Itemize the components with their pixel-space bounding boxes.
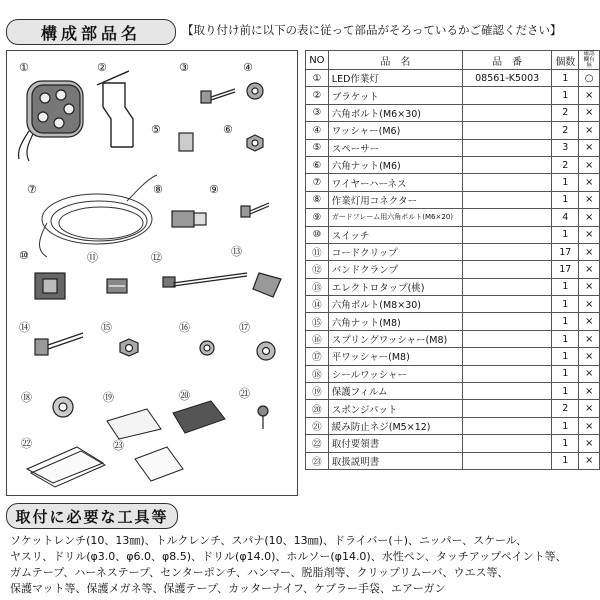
- row-name: 取扱説明書: [328, 452, 462, 469]
- table-row: [306, 417, 600, 434]
- row-qty: 1: [552, 174, 579, 191]
- row-check: ×: [579, 243, 600, 260]
- row-no: ⑪: [306, 243, 329, 260]
- table-row: [306, 174, 600, 191]
- row-qty: 2: [552, 104, 579, 121]
- sponge-pad-drawing: [173, 401, 225, 433]
- row-part-no: [462, 104, 551, 121]
- part-label-3: ③: [179, 61, 189, 74]
- seal-washer-drawing: [53, 397, 73, 417]
- part-label-5: ⑤: [151, 123, 161, 136]
- row-name: ワッシャー(M6): [328, 122, 462, 139]
- row-check: ×: [579, 330, 600, 347]
- row-part-no: [462, 261, 551, 278]
- row-qty: 3: [552, 139, 579, 156]
- part-label-9: ⑨: [209, 183, 219, 196]
- row-part-no: [462, 139, 551, 156]
- part-label-10: ⑩: [19, 249, 29, 262]
- work-light-connector-drawing: [172, 211, 206, 227]
- row-part-no: [462, 122, 551, 139]
- row-name: 六角ナット(M6): [328, 156, 462, 173]
- tools-line: 保護マット等、保護メガネ等、保護テープ、カッターナイフ、ケブラー手袋、エアーガン: [10, 582, 446, 595]
- row-name: ガードフレーム用六角ボルト(M6×20): [328, 209, 462, 226]
- table-row: [306, 243, 600, 260]
- part-label-8: ⑧: [153, 183, 163, 196]
- user-manual-drawing: [135, 447, 183, 481]
- part-label-13: ⑬: [231, 245, 242, 258]
- row-part-no: [462, 417, 551, 434]
- row-name: 保護フィルム: [328, 383, 462, 400]
- spacer-drawing: [179, 133, 193, 151]
- part-label-17: ⑰: [239, 321, 250, 334]
- row-part-no: 08561-K5003: [462, 70, 551, 87]
- washer-m6-drawing: [247, 83, 263, 99]
- row-part-no: [462, 174, 551, 191]
- row-part-no: [462, 226, 551, 243]
- flat-washer-drawing: [257, 342, 275, 360]
- table-row: [306, 87, 600, 104]
- row-name: 作業灯用コネクター: [328, 191, 462, 208]
- row-no: ⑩: [306, 226, 329, 243]
- table-row: [306, 122, 600, 139]
- row-part-no: [462, 191, 551, 208]
- row-no: ⑧: [306, 191, 329, 208]
- table-row: [306, 365, 600, 382]
- row-name: ワイヤーハーネス: [328, 174, 462, 191]
- row-name: 平ワッシャー(M8): [328, 348, 462, 365]
- row-check: ○: [579, 70, 600, 87]
- row-qty: 2: [552, 400, 579, 417]
- row-part-no: [462, 348, 551, 365]
- row-name: コードクリップ: [328, 243, 462, 260]
- row-check: ×: [579, 348, 600, 365]
- notice-text: 【取り付け前に以下の表に従って部品がそろっているかご確認ください】: [182, 23, 562, 37]
- part-label-15: ⑮: [101, 321, 112, 334]
- row-check: ×: [579, 435, 600, 452]
- row-qty: 1: [552, 365, 579, 382]
- row-check: ×: [579, 87, 600, 104]
- row-check: ×: [579, 122, 600, 139]
- row-check: ×: [579, 139, 600, 156]
- row-no: ⑳: [306, 400, 329, 417]
- part-label-16: ⑯: [179, 321, 190, 334]
- row-qty: 4: [552, 209, 579, 226]
- row-qty: 1: [552, 330, 579, 347]
- row-part-no: [462, 243, 551, 260]
- row-qty: 1: [552, 70, 579, 87]
- row-check: ×: [579, 261, 600, 278]
- table-row: [306, 313, 600, 330]
- table-row: [306, 226, 600, 243]
- row-no: ㉑: [306, 417, 329, 434]
- row-qty: 2: [552, 156, 579, 173]
- row-qty: 17: [552, 261, 579, 278]
- install-guide-drawing: [27, 447, 105, 487]
- row-check: ×: [579, 452, 600, 469]
- part-label-4: ④: [243, 61, 253, 74]
- section-title-tools: 取付に必要な工具等: [6, 503, 178, 529]
- row-no: ⑮: [306, 313, 329, 330]
- row-part-no: [462, 400, 551, 417]
- electro-tap-drawing: [253, 273, 281, 297]
- table-row: [306, 330, 600, 347]
- row-name: 取付要領書: [328, 435, 462, 452]
- row-qty: 1: [552, 278, 579, 295]
- row-no: ⑭: [306, 296, 329, 313]
- row-check: ×: [579, 209, 600, 226]
- band-clamp-drawing: [163, 273, 247, 287]
- row-qty: 1: [552, 383, 579, 400]
- row-name: 六角ナット(M8): [328, 313, 462, 330]
- table-row: [306, 452, 600, 469]
- row-qty: 1: [552, 313, 579, 330]
- row-qty: 2: [552, 122, 579, 139]
- tools-line: ソケットレンチ(10、13㎜)、トルクレンチ、スパナ(10、13㎜)、ドライバー(＋)、ニッパー、スケール、: [10, 534, 528, 547]
- parts-table: [305, 50, 600, 470]
- part-label-19: ⑲: [103, 391, 114, 404]
- table-row: [306, 191, 600, 208]
- row-check: ×: [579, 383, 600, 400]
- row-qty: 1: [552, 452, 579, 469]
- row-qty: 1: [552, 348, 579, 365]
- table-row: [306, 104, 600, 121]
- row-check: ×: [579, 156, 600, 173]
- row-qty: 1: [552, 87, 579, 104]
- row-check: ×: [579, 174, 600, 191]
- row-part-no: [462, 435, 551, 452]
- table-row: [306, 278, 600, 295]
- row-qty: 1: [552, 296, 579, 313]
- hex-nut-m8-drawing: [120, 339, 138, 356]
- row-check: ×: [579, 104, 600, 121]
- table-row: [306, 139, 600, 156]
- row-part-no: [462, 365, 551, 382]
- table-row: [306, 296, 600, 313]
- col-header-part-no: 品 番: [462, 51, 551, 70]
- spring-washer-drawing: [200, 341, 214, 355]
- row-part-no: [462, 313, 551, 330]
- row-check: ×: [579, 191, 600, 208]
- row-qty: 1: [552, 417, 579, 434]
- row-part-no: [462, 87, 551, 104]
- table-row: [306, 209, 600, 226]
- table-row: [306, 348, 600, 365]
- part-label-6: ⑥: [223, 123, 233, 136]
- table-header-row: [306, 51, 600, 70]
- wire-harness-drawing: [40, 175, 158, 257]
- row-qty: 1: [552, 191, 579, 208]
- row-no: ⑤: [306, 139, 329, 156]
- row-name: スイッチ: [328, 226, 462, 243]
- cord-clip-drawing: [107, 279, 127, 293]
- row-name: ブラケット: [328, 87, 462, 104]
- part-label-12: ⑫: [151, 251, 162, 264]
- row-check: ×: [579, 296, 600, 313]
- row-no: ㉓: [306, 452, 329, 469]
- part-label-18: ⑱: [21, 391, 32, 404]
- guard-frame-bolt-drawing: [241, 203, 269, 217]
- switch-drawing: [35, 273, 65, 299]
- row-no: ⑬: [306, 278, 329, 295]
- part-label-1: ①: [19, 61, 29, 74]
- row-no: ⑱: [306, 365, 329, 382]
- row-qty: 17: [552, 243, 579, 260]
- row-part-no: [462, 156, 551, 173]
- part-label-21: ㉑: [239, 387, 250, 400]
- row-qty: 1: [552, 435, 579, 452]
- row-no: ⑥: [306, 156, 329, 173]
- tools-line: ヤスリ、ドリル(φ3.0、φ6.0、φ8.5)、ドリル(φ14.0)、ホルソー(φ14.0)、水性ペン、タッチアップペイント等、: [10, 550, 567, 563]
- row-no: ④: [306, 122, 329, 139]
- row-name: 緩み防止ネジ(M5×12): [328, 417, 462, 434]
- part-label-2: ②: [97, 61, 107, 74]
- section-title-parts: 構成部品名: [6, 19, 176, 45]
- hex-bolt-m6-drawing: [201, 89, 235, 103]
- row-name: バンドクランプ: [328, 261, 462, 278]
- col-header-qty: 個数: [552, 51, 579, 70]
- row-name: エレクトロタップ(桃): [328, 278, 462, 295]
- row-name: シールワッシャー: [328, 365, 462, 382]
- part-label-20: ⑳: [179, 389, 190, 402]
- part-label-14: ⑭: [19, 321, 30, 334]
- col-header-no: NO: [306, 51, 329, 70]
- row-name: スプリングワッシャー(M8): [328, 330, 462, 347]
- row-check: ×: [579, 417, 600, 434]
- part-label-22: ㉒: [21, 437, 32, 450]
- table-row: [306, 400, 600, 417]
- hex-bolt-m8-drawing: [35, 333, 83, 355]
- row-check: ×: [579, 313, 600, 330]
- parts-illustration-panel: [6, 50, 298, 496]
- row-part-no: [462, 209, 551, 226]
- row-part-no: [462, 278, 551, 295]
- row-no: ⑫: [306, 261, 329, 278]
- row-check: ×: [579, 400, 600, 417]
- col-header-check: 確認欄有無: [579, 51, 600, 70]
- row-no: ⑲: [306, 383, 329, 400]
- row-no: ②: [306, 87, 329, 104]
- table-row: [306, 435, 600, 452]
- lock-screw-drawing: [258, 406, 268, 429]
- row-no: ③: [306, 104, 329, 121]
- row-name: 六角ボルト(M6×30): [328, 104, 462, 121]
- row-no: ㉒: [306, 435, 329, 452]
- row-no: ⑦: [306, 174, 329, 191]
- row-no: ⑯: [306, 330, 329, 347]
- row-name: 六角ボルト(M8×30): [328, 296, 462, 313]
- col-header-name: 品 名: [328, 51, 462, 70]
- part-label-23: ㉓: [113, 439, 124, 452]
- row-no: ⑰: [306, 348, 329, 365]
- row-name: スポンジパット: [328, 400, 462, 417]
- row-no: ①: [306, 70, 329, 87]
- parts-drawings: [7, 51, 297, 495]
- row-no: ⑨: [306, 209, 329, 226]
- table-row: [306, 156, 600, 173]
- row-part-no: [462, 330, 551, 347]
- row-check: ×: [579, 365, 600, 382]
- row-qty: 1: [552, 226, 579, 243]
- bracket-drawing: [97, 71, 133, 147]
- table-row: [306, 261, 600, 278]
- row-part-no: [462, 383, 551, 400]
- row-check: ×: [579, 226, 600, 243]
- row-name: スペーサー: [328, 139, 462, 156]
- table-row: [306, 70, 600, 87]
- part-label-7: ⑦: [27, 183, 37, 196]
- row-part-no: [462, 296, 551, 313]
- table-row: [306, 383, 600, 400]
- tools-list: [10, 533, 595, 597]
- led-work-light-drawing: [18, 81, 83, 161]
- protective-film-drawing: [107, 409, 161, 439]
- hex-nut-m6-drawing: [247, 135, 263, 151]
- row-check: ×: [579, 278, 600, 295]
- tools-line: ガムテープ、ハーネステープ、センターポンチ、ハンマー、脱脂剤等、クリップリムーバ、ウエス等、: [10, 566, 509, 579]
- row-name: LED作業灯: [328, 70, 462, 87]
- row-part-no: [462, 452, 551, 469]
- part-label-11: ⑪: [87, 251, 98, 264]
